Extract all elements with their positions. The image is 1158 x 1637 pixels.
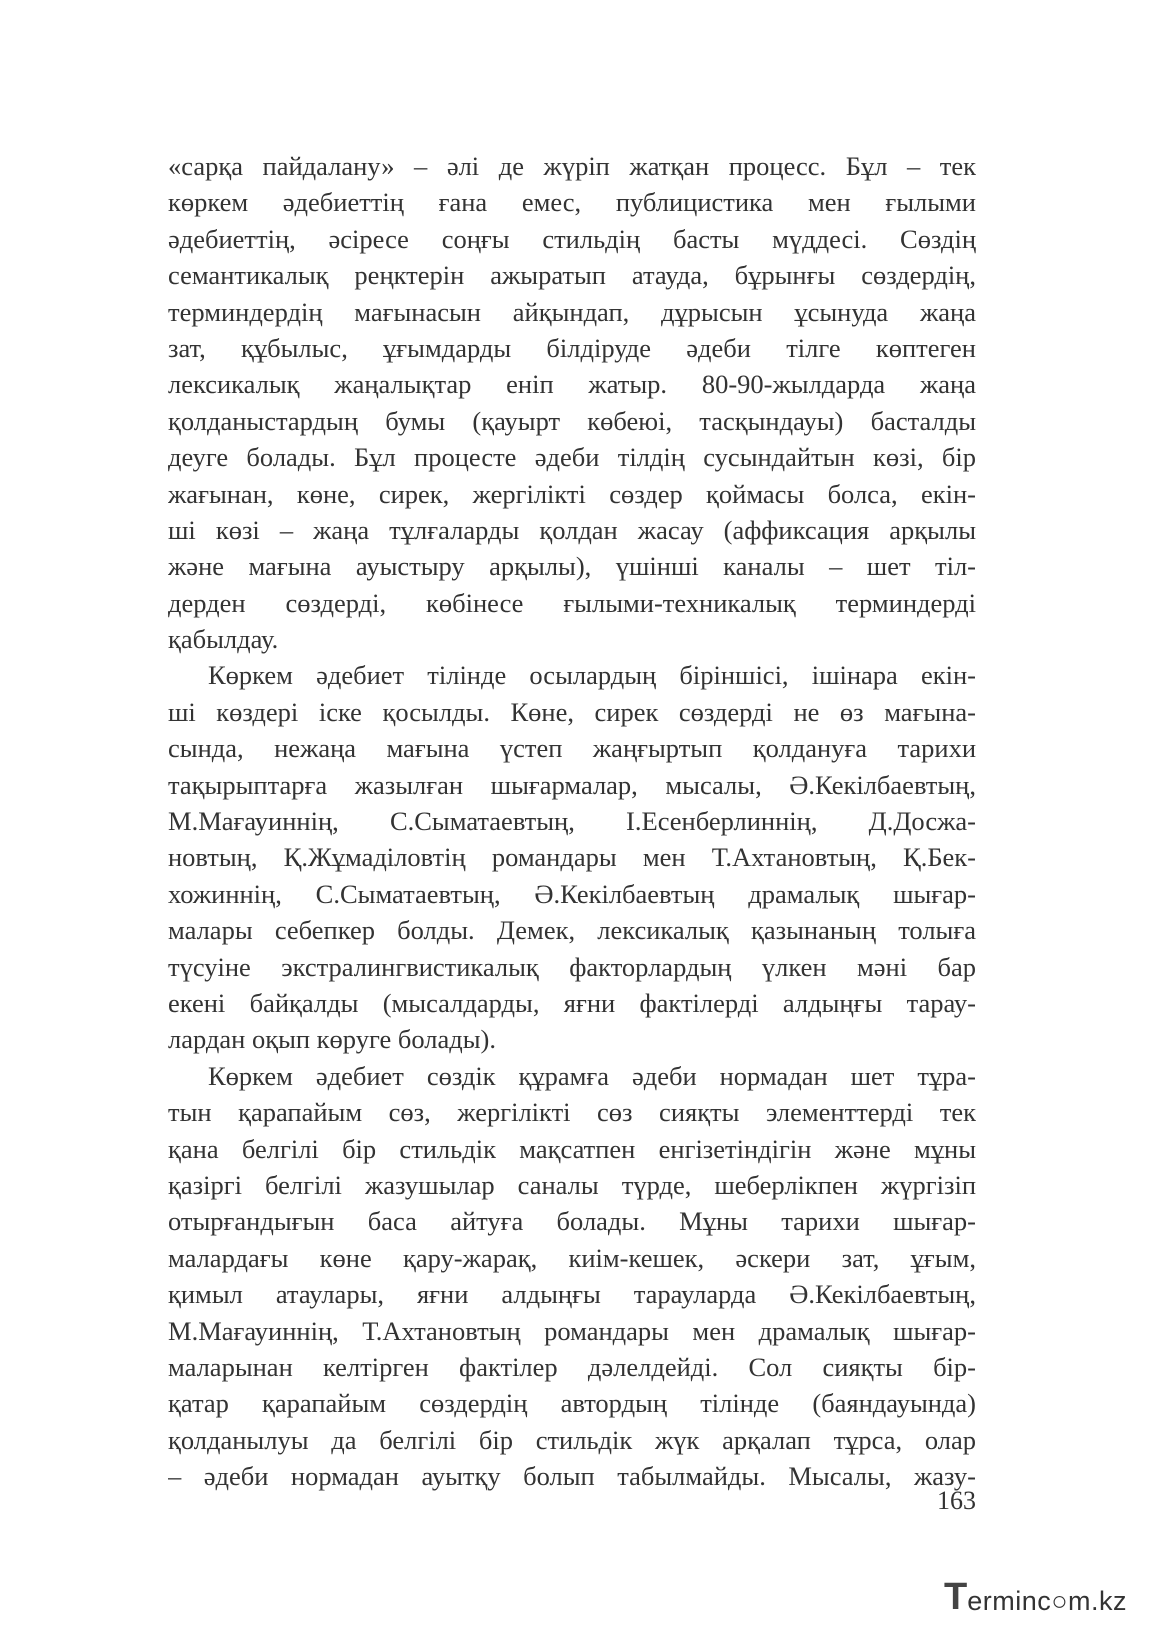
termincom-watermark-logo: [944, 1578, 1127, 1616]
text-line: отырғандығын баса айтуға болады. Мұны тарихи шығар-: [168, 1206, 976, 1237]
text-line: жағынан, көне, сирек, жергілікті сөздер қоймасы болса, екін-: [168, 478, 976, 509]
text-line: хожиннің, С.Сыматаевтың, Ә.Кекілбаевтың драмалық шығар-: [168, 878, 976, 909]
text-line: лексикалық жаңалықтар еніп жатыр. 80-90-жылдарда жаңа: [168, 369, 976, 400]
text-line: қимыл атаулары, яғни алдыңғы тарауларда Ә.Кекілбаевтың,: [168, 1279, 976, 1310]
watermark-initial: T: [944, 1576, 968, 1618]
watermark-text: erminc○m.kz: [967, 1586, 1128, 1616]
text-line: деуге болады. Бұл процесте әдеби тілдің сусындайтын көзі, бір: [168, 442, 976, 473]
text-line: «сарқа пайдалану» – әлі де жүріп жатқан процесс. Бұл – тек: [168, 151, 976, 181]
text-line: қана белгілі бір стильдік мақсатпен енгізетіндігін және мұны: [168, 1133, 976, 1164]
text-line: новтың, Қ.Жұмаділовтің романдары мен Т.Ахтановтың, Қ.Бек-: [168, 842, 976, 873]
text-line: қазіргі белгілі жазушылар саналы түрде, шеберлікпен жүргізіп: [168, 1169, 976, 1200]
text-line: ші көзі – жаңа тұлғаларды қолдан жасау (аффиксация арқылы: [168, 514, 976, 545]
text-line: М.Мағауиннің, С.Сыматаевтың, І.Есенберлиннің, Д.Досжа-: [168, 806, 976, 837]
text-line: зат, құбылыс, ұғымдарды білдіруде әдеби тілге көптеген: [168, 332, 976, 363]
text-line: семантикалық реңктерін ажыратып атауда, бұрынғы сөздердің,: [168, 260, 976, 291]
text-line: терминдердің мағынасын айқындап, дұрысын ұсынуда жаңа: [168, 296, 976, 327]
text-line: малардағы көне қару-жарақ, киім-кешек, әскери зат, ұғым,: [168, 1242, 976, 1273]
text-line: сында, нежаңа мағына үстеп жаңғыртып қолдануға тарихи: [168, 733, 976, 764]
page-number: 163: [937, 1486, 976, 1515]
text-line: көркем әдебиеттің ғана емес, публицистика мен ғылыми: [168, 187, 976, 218]
text-line: қолданыстардың бумы (қауырт көбеюі, тасқындауы) басталды: [168, 405, 976, 436]
text-line: Көркем әдебиет сөздік құрамға әдеби нормадан шет тұра-: [208, 1060, 976, 1091]
text-line: дерден сөздерді, көбінесе ғылыми-техникалық терминдерді: [168, 587, 976, 618]
text-line: әдебиеттің, әсіресе соңғы стильдің басты мүддесі. Сөздің: [168, 223, 976, 254]
text-line: Көркем әдебиет тілінде осылардың біріншісі, ішінара екін-: [208, 660, 976, 691]
body-text: [168, 148, 976, 1494]
text-line: М.Мағауиннің, Т.Ахтановтың романдары мен драмалық шығар-: [168, 1315, 976, 1346]
text-line: түсуіне экстралингвистикалық факторлардың үлкен мәні бар: [168, 951, 976, 982]
text-line: маларынан келтірген фактілер дәлелдейді. Сол сияқты бір-: [168, 1351, 976, 1382]
text-line: – әдеби нормадан ауытқу болып табылмайды. Мысалы, жазу-: [168, 1461, 976, 1492]
text-line: лардан оқып көруге болады).: [168, 1024, 496, 1055]
text-line: қабылдау.: [168, 624, 279, 655]
text-line: екені байқалды (мысалдарды, яғни фактілерді алдыңғы тарау-: [168, 987, 976, 1018]
text-line: ші көздері іске қосылды. Көне, сирек сөздерді не өз мағына-: [168, 696, 976, 727]
text-line: малары себепкер болды. Демек, лексикалық қазынаның толығa: [168, 915, 976, 946]
text-line: тақырыптарға жазылған шығармалар, мысалы, Ә.Кекілбаевтың,: [168, 769, 976, 800]
text-line: қатар қарапайым сөздердің автордың тілінде (баяндауында): [168, 1388, 976, 1419]
text-line: және мағына ауыстыру арқылы), үшінші каналы – шет тіл-: [168, 551, 976, 582]
text-line: тын қарапайым сөз, жергілікті сөз сияқты элементтерді тек: [168, 1097, 976, 1128]
text-line: қолданылуы да белгілі бір стильдік жүк арқалап тұрса, олар: [168, 1424, 976, 1455]
